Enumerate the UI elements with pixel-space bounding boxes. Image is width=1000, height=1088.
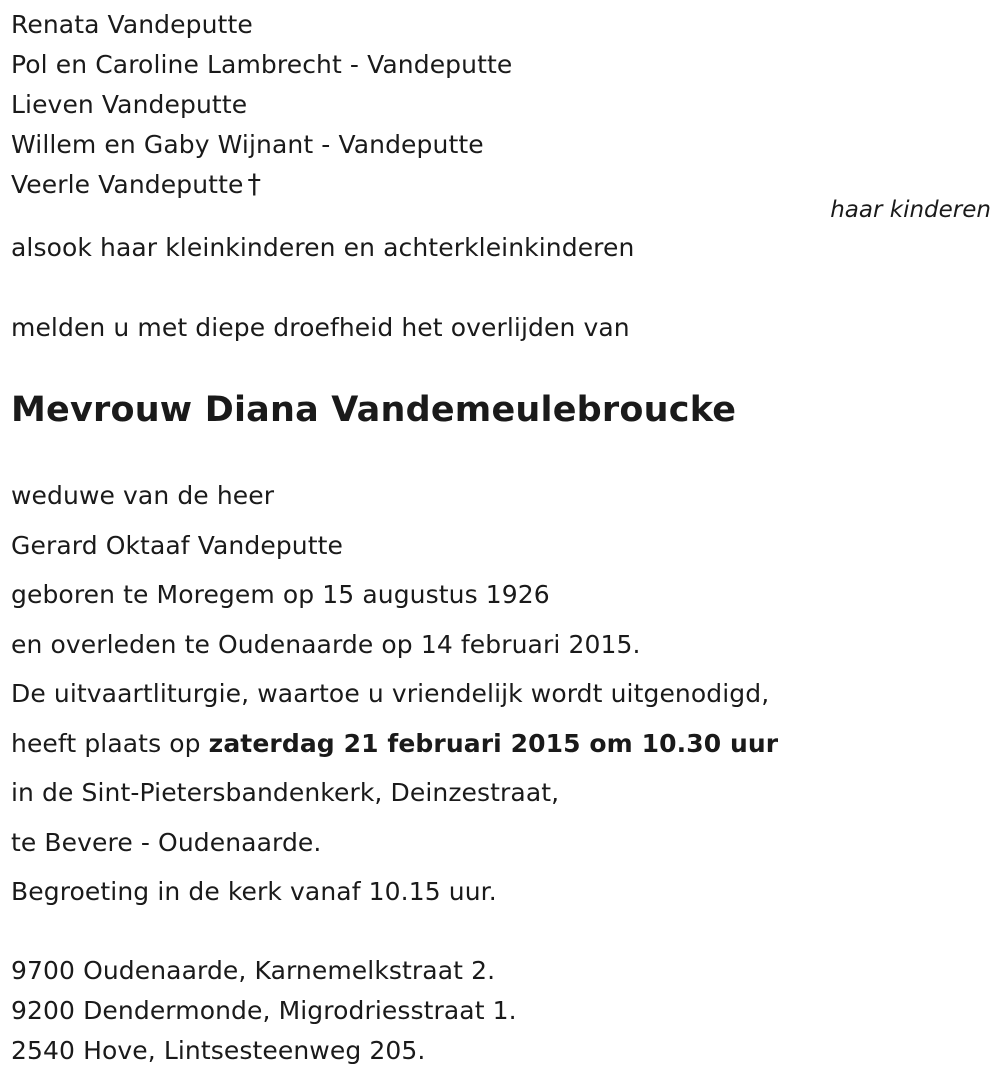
child-name-5	[11, 170, 261, 200]
greeting-line: Begroeting in de kerk vanaf 10.15 uur.	[11, 877, 497, 906]
child-name-1: Renata Vandeputte	[11, 10, 253, 39]
takes-place-prefix: heeft plaats op	[11, 729, 209, 758]
child-name-5-text: Veerle Vandeputte	[11, 170, 244, 199]
child-name-2: Pol en Caroline Lambrecht - Vandeputte	[11, 50, 513, 79]
children-label: haar kinderen	[830, 197, 991, 223]
grandchildren-line: alsook haar kleinkinderen en achterkleinkinderen	[11, 233, 635, 262]
husband-name: Gerard Oktaaf Vandeputte	[11, 531, 344, 560]
funeral-datetime: zaterdag 21 februari 2015 om 10.30 uur	[208, 729, 779, 758]
address-2: 9200 Dendermonde, Migrodriesstraat 1.	[11, 996, 517, 1025]
child-name-4: Willem en Gaby Wijnant - Vandeputte	[11, 130, 484, 159]
born-line: geboren te Moregem op 15 augustus 1926	[11, 580, 550, 609]
takes-place-line	[11, 729, 778, 759]
address-1: 9700 Oudenaarde, Karnemelkstraat 2.	[11, 956, 496, 985]
deceased-name: Mevrouw Diana Vandemeulebroucke	[11, 390, 737, 430]
died-line: en overleden te Oudenaarde op 14 februari 2015.	[11, 630, 641, 659]
child-name-3: Lieven Vandeputte	[11, 90, 248, 119]
liturgy-line: De uitvaartliturgie, waartoe u vriendelijk wordt uitgenodigd,	[11, 679, 770, 708]
location-line: te Bevere - Oudenaarde.	[11, 828, 322, 857]
church-line: in de Sint-Pietersbandenkerk, Deinzestraat,	[11, 778, 560, 807]
cross-icon: †	[247, 169, 262, 200]
address-3: 2540 Hove, Lintsesteenweg 205.	[11, 1036, 426, 1065]
announcement-line: melden u met diepe droefheid het overlijden van	[11, 313, 630, 342]
widow-line: weduwe van de heer	[11, 481, 275, 510]
